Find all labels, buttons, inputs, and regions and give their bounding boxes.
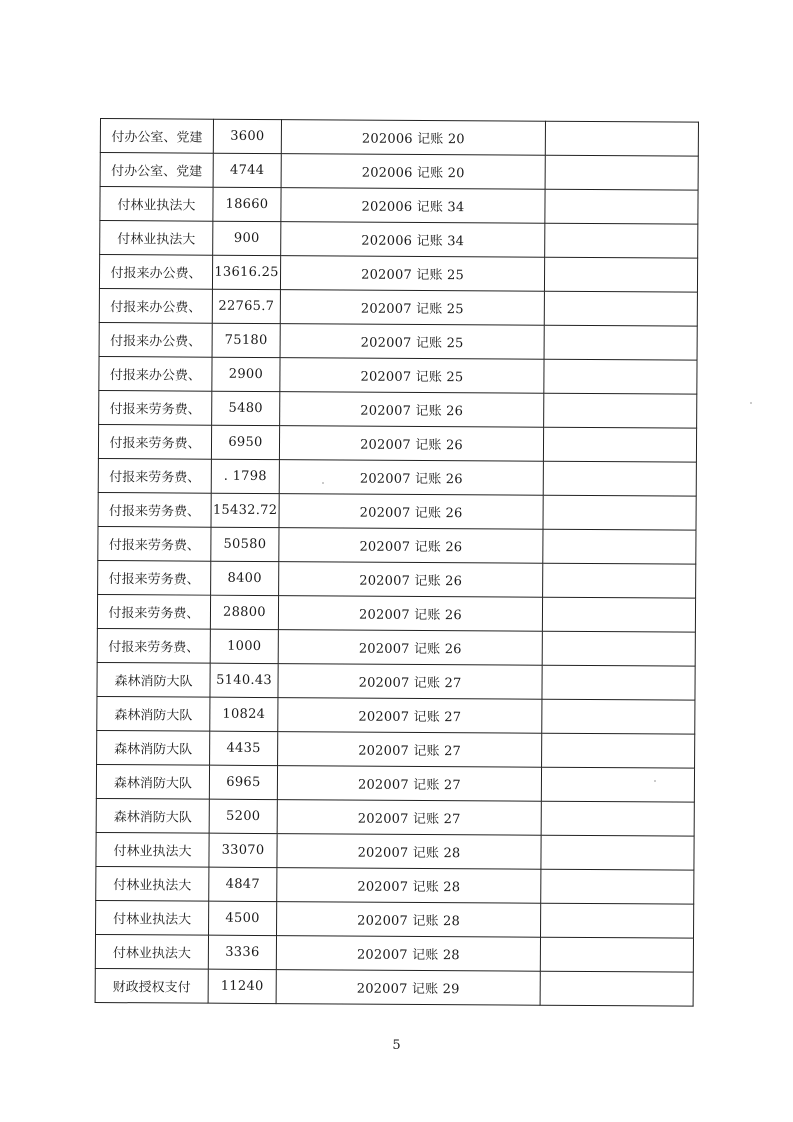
voucher-cell: 202007 记账 26 xyxy=(280,392,544,428)
voucher-cell: 202007 记账 28 xyxy=(277,868,541,904)
note-cell xyxy=(540,937,693,972)
amount-cell: 75180 xyxy=(212,323,280,357)
payee-cell: 付林业执法大 xyxy=(95,934,208,969)
table-row xyxy=(98,560,696,598)
payee-cell: 付报来劳务费、 xyxy=(98,526,211,561)
table-row xyxy=(97,628,695,666)
note-cell xyxy=(542,699,695,734)
payee-cell: 森林消防大队 xyxy=(97,696,210,731)
table-row xyxy=(100,153,698,191)
amount-cell: . 1798 xyxy=(211,459,279,493)
note-cell xyxy=(543,529,696,564)
voucher-cell: 202007 记账 26 xyxy=(279,494,543,530)
table-row xyxy=(95,934,693,972)
table-row xyxy=(99,322,697,360)
table-row xyxy=(98,526,696,564)
voucher-cell: 202007 记账 27 xyxy=(278,664,542,700)
payee-cell: 付林业执法大 xyxy=(96,832,209,867)
note-cell xyxy=(541,801,694,836)
amount-cell: 6965 xyxy=(209,765,277,799)
table-row xyxy=(96,900,694,938)
amount-cell: 10824 xyxy=(210,697,278,731)
amount-cell: 5140.43 xyxy=(210,663,278,697)
table-row xyxy=(100,119,698,157)
voucher-cell: 202007 记账 27 xyxy=(277,800,541,836)
note-cell xyxy=(542,597,695,632)
note-cell xyxy=(540,971,693,1006)
amount-cell: 5480 xyxy=(212,391,280,425)
amount-cell: 1000 xyxy=(210,629,278,663)
payee-cell: 森林消防大队 xyxy=(97,662,210,697)
voucher-cell: 202007 记账 27 xyxy=(278,732,542,768)
note-cell xyxy=(545,223,698,258)
note-cell xyxy=(544,393,697,428)
table-row xyxy=(96,866,694,904)
voucher-cell: 202007 记账 25 xyxy=(280,324,544,360)
payee-cell: 付报来劳务费、 xyxy=(97,594,210,629)
ledger-table-container xyxy=(95,118,698,1007)
payee-cell: 付林业执法大 xyxy=(96,866,209,901)
payee-cell: 付报来劳务费、 xyxy=(97,628,210,663)
table-row xyxy=(96,832,694,870)
note-cell xyxy=(542,631,695,666)
voucher-cell: 202007 记账 26 xyxy=(278,596,542,632)
table-row xyxy=(98,492,696,530)
table-row xyxy=(97,730,695,768)
voucher-cell: 202007 记账 26 xyxy=(279,426,543,462)
payee-cell: 森林消防大队 xyxy=(96,798,209,833)
amount-cell: 6950 xyxy=(211,425,279,459)
amount-cell: 4435 xyxy=(210,731,278,765)
amount-cell: 11240 xyxy=(208,969,276,1003)
payee-cell: 付报来办公费、 xyxy=(99,356,212,391)
note-cell xyxy=(541,767,694,802)
amount-cell: 18660 xyxy=(213,187,281,221)
payee-cell: 付林业执法大 xyxy=(100,221,213,256)
payee-cell: 财政授权支付 xyxy=(95,968,208,1003)
amount-cell: 8400 xyxy=(211,561,279,595)
amount-cell: 4500 xyxy=(209,901,277,935)
note-cell xyxy=(545,189,698,224)
payee-cell: 付报来办公费、 xyxy=(99,322,212,357)
voucher-cell: 202007 记账 28 xyxy=(277,834,541,870)
payee-cell: 付办公室、党建 xyxy=(100,153,213,188)
payee-cell: 付报来办公费、 xyxy=(99,288,212,323)
note-cell xyxy=(544,325,697,360)
table-row xyxy=(99,390,697,428)
voucher-cell: 202007 记账 25 xyxy=(280,290,544,326)
voucher-cell: 202006 记账 20 xyxy=(281,120,545,156)
voucher-cell: 202007 记账 25 xyxy=(280,358,544,394)
table-row xyxy=(100,187,698,225)
payee-cell: 付报来劳务费、 xyxy=(98,492,211,527)
scan-speck xyxy=(654,780,656,782)
payee-cell: 付报来劳务费、 xyxy=(98,560,211,595)
table-row xyxy=(99,356,697,394)
voucher-cell: 202007 记账 28 xyxy=(277,902,541,938)
table-row xyxy=(100,221,698,259)
note-cell xyxy=(544,257,697,292)
note-cell xyxy=(544,291,697,326)
note-cell xyxy=(543,495,696,530)
amount-cell: 50580 xyxy=(211,527,279,561)
note-cell xyxy=(541,903,694,938)
payee-cell: 付林业执法大 xyxy=(100,187,213,222)
amount-cell: 15432.72 xyxy=(211,493,279,527)
table-row xyxy=(97,662,695,700)
scan-speck xyxy=(750,402,752,404)
payee-cell: 付办公室、党建 xyxy=(100,119,213,154)
ledger-table-body xyxy=(95,119,698,1007)
voucher-cell: 202007 记账 25 xyxy=(280,256,544,292)
amount-cell: 2900 xyxy=(212,357,280,391)
amount-cell: 22765.7 xyxy=(212,289,280,323)
amount-cell: 28800 xyxy=(210,595,278,629)
note-cell xyxy=(543,427,696,462)
note-cell xyxy=(541,869,694,904)
amount-cell: 3336 xyxy=(208,935,276,969)
note-cell xyxy=(541,835,694,870)
ledger-table xyxy=(95,118,699,1007)
table-row xyxy=(97,594,695,632)
page-number: 5 xyxy=(392,1038,401,1053)
table-row xyxy=(95,968,693,1006)
scan-speck xyxy=(322,482,324,484)
table-row xyxy=(96,798,694,836)
voucher-cell: 202007 记账 27 xyxy=(278,698,542,734)
table-row xyxy=(96,764,694,802)
payee-cell: 森林消防大队 xyxy=(97,730,210,765)
note-cell xyxy=(542,733,695,768)
table-row xyxy=(99,255,697,293)
note-cell xyxy=(545,121,698,156)
amount-cell: 13616.25 xyxy=(212,255,280,289)
payee-cell: 付报来办公费、 xyxy=(99,255,212,290)
amount-cell: 33070 xyxy=(209,833,277,867)
payee-cell: 付林业执法大 xyxy=(96,900,209,935)
payee-cell: 森林消防大队 xyxy=(96,764,209,799)
voucher-cell: 202007 记账 27 xyxy=(277,766,541,802)
payee-cell: 付报来劳务费、 xyxy=(99,390,212,425)
voucher-cell: 202007 记账 26 xyxy=(278,630,542,666)
voucher-cell: 202006 记账 34 xyxy=(281,188,545,224)
payee-cell: 付报来劳务费、 xyxy=(98,424,211,459)
voucher-cell: 202007 记账 26 xyxy=(279,460,543,496)
voucher-cell: 202007 记账 26 xyxy=(279,528,543,564)
note-cell xyxy=(544,359,697,394)
amount-cell: 900 xyxy=(213,221,281,255)
voucher-cell: 202006 记账 20 xyxy=(281,154,545,190)
table-row xyxy=(98,424,696,462)
table-row xyxy=(97,696,695,734)
table-row xyxy=(99,288,697,326)
note-cell xyxy=(542,665,695,700)
voucher-cell: 202006 记账 34 xyxy=(281,222,545,258)
amount-cell: 4847 xyxy=(209,867,277,901)
note-cell xyxy=(543,461,696,496)
note-cell xyxy=(545,155,698,190)
voucher-cell: 202007 记账 28 xyxy=(276,936,540,972)
voucher-cell: 202007 记账 26 xyxy=(279,562,543,598)
amount-cell: 4744 xyxy=(213,153,281,187)
payee-cell: 付报来劳务费、 xyxy=(98,458,211,493)
voucher-cell: 202007 记账 29 xyxy=(276,970,540,1006)
amount-cell: 5200 xyxy=(209,799,277,833)
table-row xyxy=(98,458,696,496)
amount-cell: 3600 xyxy=(213,119,281,153)
note-cell xyxy=(543,563,696,598)
